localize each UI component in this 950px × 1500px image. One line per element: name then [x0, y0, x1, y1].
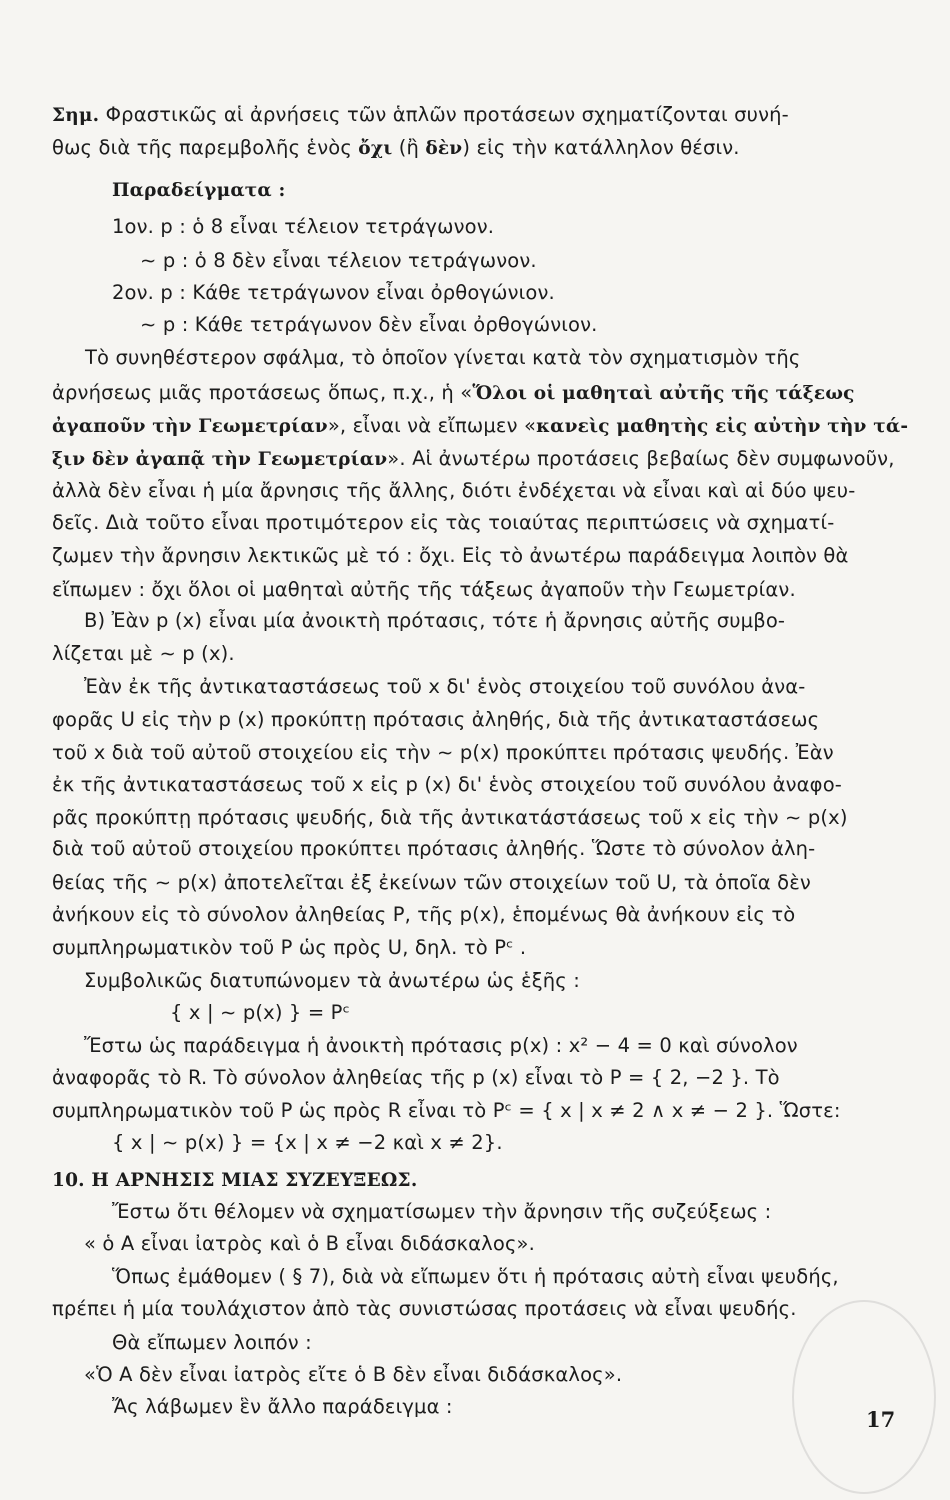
text-span: ». Αἱ ἀνωτέρω προτάσεις βεβαίως δὲν συμφωνοῦν, [387, 447, 895, 470]
text-line [52, 510, 892, 535]
text-span: Β) Ἐὰν p (x) εἶναι μία ἀνοικτὴ πρότασις, τότε ἡ ἄρνησις αὐτῆς συμβο- [84, 609, 786, 632]
text-span: Ἐὰν ἐκ τῆς ἀντικαταστάσεως τοῦ x δι' ἑνὸς στοιχείου τοῦ συνόλου ἀνα- [84, 675, 806, 698]
text-span: ∼ p : Κάθε τετράγωνον δὲν εἶναι ὀρθογώνιον. [140, 313, 598, 336]
text-line [52, 740, 892, 765]
text-span: { x | ∼ p(x) } = {x | x ≠ −2 καὶ x ≠ 2}. [112, 1131, 503, 1154]
text-span: ἀνήκουν εἰς τὸ σύνολον ἀληθείας P, τῆς p(x), ἑπομένως θὰ ἀνήκουν εἰς τὸ [52, 903, 796, 926]
text-span: τοῦ x διὰ τοῦ αὐτοῦ στοιχείου εἰς τὴν ∼ p(x) προκύπτει πρότασις ψευδής. Ἐὰν [52, 741, 834, 764]
text-span: ζωμεν τὴν ἄρνησιν λεκτικῶς μὲ τό : ὄχι. Εἰς τὸ ἀνωτέρω παράδειγμα λοιπὸν θὰ [52, 544, 849, 567]
text-span: { x | ∼ p(x) } = Pᶜ [170, 1001, 350, 1024]
text-line [52, 641, 892, 666]
text-line [52, 1167, 892, 1193]
text-span: « ὁ A εἶναι ἰατρὸς καὶ ὁ B εἶναι διδάσκαλος». [84, 1232, 535, 1255]
text-line [84, 1231, 924, 1256]
text-line [52, 1296, 892, 1321]
text-line [140, 248, 950, 273]
text-line [112, 214, 950, 239]
text-span: θως διὰ τῆς παρεμβολῆς ἑνὸς [52, 136, 359, 159]
page-number: 17 [866, 1407, 896, 1432]
bold-text-span: Σημ. [52, 105, 100, 126]
text-line [84, 1033, 924, 1058]
text-span: 1ον. p : ὁ 8 εἶναι τέλειον τετράγωνον. [112, 215, 495, 238]
text-span: Ἔστω ὅτι θέλομεν νὰ σχηματίσωμεν τὴν ἄρνησιν τῆς συζεύξεως : [112, 1200, 772, 1223]
text-span: Τὸ συνηθέστερον σφάλμα, τὸ ὁποῖον γίνεται κατὰ τὸν σχηματισμὸν τῆς [85, 346, 801, 369]
text-span: ) εἰς τὴν κατάλληλον θέσιν. [462, 136, 740, 159]
text-span: Ἄς λάβωμεν ἓν ἄλλο παράδειγμα : [112, 1395, 453, 1418]
text-span: », εἶναι νὰ εἴπωμεν « [327, 414, 537, 437]
text-line [52, 805, 892, 830]
text-line [112, 280, 950, 305]
text-line [85, 345, 925, 370]
text-span: εἴπωμεν : ὄχι ὅλοι οἱ μαθηταὶ αὐτῆς τῆς τάξεως ἀγαποῦν τὴν Γεωμετρίαν. [52, 578, 796, 601]
text-span: Ὅπως ἐμάθομεν ( § 7), διὰ νὰ εἴπωμεν ὅτι ἡ πρότασις αὐτὴ εἶναι ψευδής, [112, 1265, 839, 1288]
text-span: λίζεται μὲ ∼ p (x). [52, 642, 235, 665]
bold-text-span: ὄχι [358, 138, 393, 159]
text-span: ἀλλὰ δὲν εἶναι ἡ μία ἄρνησις τῆς ἄλλης, διότι ἐνδέχεται νὰ εἶναι καὶ αἱ δύο ψευ- [52, 479, 856, 502]
text-line [84, 968, 924, 993]
text-line [52, 870, 892, 895]
text-line [52, 902, 892, 927]
bold-text-span: δὲν [425, 138, 463, 159]
text-span: φορᾶς U εἰς τὴν p (x) προκύπτῃ πρότασις ἀληθής, διὰ τῆς ἀντικαταστάσεως [52, 708, 820, 731]
text-line [52, 102, 892, 128]
text-span: πρέπει ἡ μία τουλάχιστον ἀπὸ τὰς συνιστώσας προτάσεις νὰ εἶναι ψευδής. [52, 1297, 797, 1320]
text-line [140, 312, 950, 337]
text-line [52, 478, 892, 503]
text-line [52, 413, 909, 439]
text-line [112, 1130, 950, 1155]
text-line [52, 1065, 892, 1090]
text-line [52, 836, 892, 861]
text-span: ἐκ τῆς ἀντικαταστάσεως τοῦ x εἰς p (x) δι' ἑνὸς στοιχείου τοῦ συνόλου ἀναφο- [52, 773, 842, 796]
text-line [52, 135, 892, 161]
bold-text-span: ξιν δὲν ἀγαπᾷ τὴν Γεωμετρίαν [52, 449, 388, 470]
bold-text-span: 10. Η ΑΡΝΗΣΙΣ ΜΙΑΣ ΣΥΖΕΥΞΕΩΣ. [52, 1170, 418, 1191]
text-line [52, 446, 895, 472]
text-span: Συμβολικῶς διατυπώνομεν τὰ ἀνωτέρω ὡς ἑξῆς : [84, 969, 580, 992]
text-span: θείας τῆς ∼ p(x) ἀποτελεῖται ἐξ ἐκείνων τῶν στοιχείων τοῦ U, τὰ ὁποῖα δὲν [52, 871, 811, 894]
text-line [112, 1199, 950, 1224]
bold-text-span: Παραδείγματα : [112, 180, 286, 201]
text-span: (ἢ [392, 136, 426, 159]
text-line [52, 543, 892, 568]
text-line [52, 1098, 892, 1123]
text-span: Φραστικῶς αἱ ἀρνήσεις τῶν ἁπλῶν προτάσεων σχηματίζονται συνή- [99, 103, 789, 126]
text-span: ρᾶς προκύπτῃ πρότασις ψευδής, διὰ τῆς ἀντικατάστάσεως τοῦ x εἰς τὴν ∼ p(x) [52, 806, 848, 829]
text-span: Θὰ εἴπωμεν λοιπόν : [112, 1331, 312, 1354]
bold-text-span: ἀγαποῦν τὴν Γεωμετρίαν [52, 416, 328, 437]
text-line [170, 1000, 950, 1025]
text-line [112, 177, 950, 203]
text-span: «Ὁ A δὲν εἶναι ἰατρὸς εἴτε ὁ B δὲν εἶναι διδάσκαλος». [84, 1363, 623, 1386]
text-span: δεῖς. Διὰ τοῦτο εἶναι προτιμότερον εἰς τὰς τοιαύτας περιπτώσεις νὰ σχηματί- [52, 511, 835, 534]
text-span: 2ον. p : Κάθε τετράγωνον εἶναι ὀρθογώνιον. [112, 281, 555, 304]
text-span: ἀναφορᾶς τὸ R. Τὸ σύνολον ἀληθείας τῆς p (x) εἶναι τὸ P = { 2, −2 }. Τὸ [52, 1066, 780, 1089]
text-span: ἀρνήσεως μιᾶς προτάσεως ὅπως, π.χ., ἡ « [52, 381, 473, 404]
text-span: διὰ τοῦ αὐτοῦ στοιχείου προκύπτει πρότασις ἀληθής. Ὥστε τὸ σύνολον ἀλη- [52, 837, 816, 860]
text-line [84, 674, 924, 699]
text-line [52, 707, 892, 732]
text-span: ∼ p : ὁ 8 δὲν εἶναι τέλειον τετράγωνον. [140, 249, 537, 272]
text-span: συμπληρωματικὸν τοῦ P ὡς πρὸς U, δηλ. τὸ Pᶜ . [52, 936, 527, 959]
bold-text-span: κανεὶς μαθητὴς εἰς αὐτὴν τὴν τά- [536, 416, 909, 437]
text-line [52, 935, 892, 960]
library-stamp [792, 1300, 936, 1494]
text-line [84, 608, 924, 633]
text-line [52, 577, 892, 602]
text-span: Ἔστω ὡς παράδειγμα ἡ ἀνοικτὴ πρότασις p(x) : x² − 4 = 0 καὶ σύνολον [84, 1034, 798, 1057]
bold-text-span: Ὅλοι οἱ μαθηταὶ αὐτῆς τῆς τάξεως [472, 383, 855, 404]
text-span: συμπληρωματικὸν τοῦ P ὡς πρὸς R εἶναι τὸ Pᶜ = { x | x ≠ 2 ∧ x ≠ − 2 }. Ὥστε: [52, 1099, 841, 1122]
text-line [112, 1264, 950, 1289]
text-line [52, 772, 892, 797]
text-line [52, 380, 892, 406]
